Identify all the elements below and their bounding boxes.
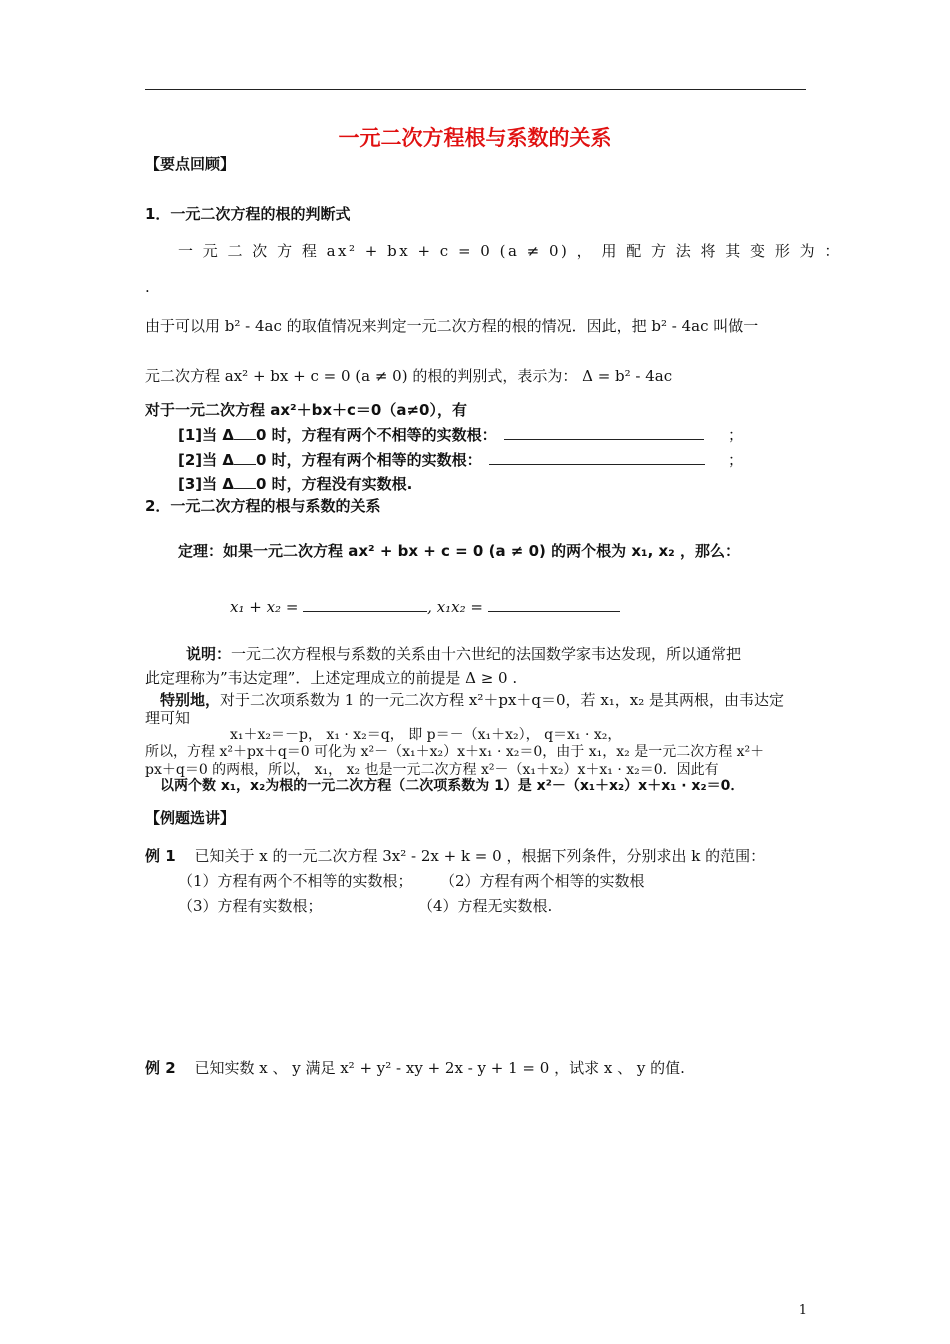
example2-label: 例 2 <box>145 1059 176 1077</box>
special-line4: 所以，方程 x²＋px＋q＝0 可化为 x²－（x₁＋x₂）x＋x₁ · x₂＝0，由于 x₁，x₂ 是一元二次方程 x²＋ <box>145 744 765 760</box>
item1-line-c: 由于可以用 b² - 4ac 的取值情况来判定一元二次方程的根的情况．因此，把 b² - 4ac 叫做一 <box>145 317 759 335</box>
special-line6: 以两个数 x₁，x₂为根的一元二次方程（二次项系数为 1）是 x²－（x₁＋x₂）x＋x₁ · x₂＝0． <box>160 778 745 794</box>
example1-cond2: （2）方程有两个相等的实数根 <box>440 872 645 890</box>
item2-heading: 2．一元二次方程的根与系数的关系 <box>145 497 381 515</box>
item1-line-d: 元二次方程 ax² + bx + c = 0 (a ≠ 0) 的根的判别式，表示为： Δ = b² - 4ac <box>145 367 673 385</box>
case1-prefix: [1]当 Δ <box>178 426 234 444</box>
product-blank <box>488 597 620 612</box>
item1-line-a: 一 元 二 次 方 程 ax² + bx + c = 0 (a ≠ 0) ， 用 配 方 法 将 其 变 形 为 ： <box>178 242 842 260</box>
special-line1 <box>160 689 784 710</box>
case1-answer-blank <box>504 425 704 440</box>
example2-text: 已知实数 x 、 y 满足 x² + y² - xy + 2x - y + 1 = 0 ，试求 x 、 y 的值. <box>194 1059 685 1077</box>
special-text-1: 对于二次项系数为 1 的一元二次方程 x²＋px＋q＝0，若 x₁，x₂ 是其两根，由韦达定 <box>220 691 785 709</box>
special-line3: x₁＋x₂＝－p， x₁ · x₂＝q， 即 p＝－（x₁＋x₂）， q＝x₁ · x₂， <box>230 727 622 743</box>
case3-blank <box>234 474 256 489</box>
special-label: 特别地， <box>160 691 221 709</box>
case2-blank <box>234 450 256 465</box>
case2-prefix: [2]当 Δ <box>178 451 234 469</box>
case2-semicolon: ； <box>728 451 744 469</box>
case3-suffix: 0 时，方程没有实数根. <box>255 475 413 493</box>
example1-line <box>145 845 765 866</box>
example1-cond4: （4）方程无实数根. <box>418 897 553 915</box>
item1-heading: 1．一元二次方程的根的判断式 <box>145 205 351 223</box>
sum-label: x₁ + x₂ = <box>230 598 299 616</box>
header-rule <box>145 89 806 90</box>
case1-blank <box>234 425 256 440</box>
section-review-heading: 【要点回顾】 <box>145 155 236 173</box>
vieta-formulas <box>230 597 620 616</box>
case2-answer-blank <box>489 450 705 465</box>
note-text-1: 一元二次方程根与系数的关系由十六世纪的法国数学家韦达发现，所以通常把 <box>231 645 742 663</box>
case3 <box>178 473 412 494</box>
example1-label: 例 1 <box>145 847 176 865</box>
note-label: 说明： <box>186 645 232 663</box>
page-number: 1 <box>798 1303 807 1318</box>
case1-semicolon: ； <box>728 426 744 444</box>
item1-line-b: . <box>145 278 150 296</box>
page-title: 一元二次方程根与系数的关系 <box>338 126 612 150</box>
theorem: 定理：如果一元二次方程 ax² + bx + c = 0 (a ≠ 0) 的两个根为 x₁, x₂ ，那么： <box>178 542 740 560</box>
section-examples-heading: 【例题选讲】 <box>145 809 236 827</box>
special-line5: px＋q＝0 的两根，所以， x₁， x₂ 也是一元二次方程 x²－（x₁＋x₂）x＋x₁ · x₂＝0．因此有 <box>145 762 719 778</box>
product-label: , x₁x₂ = <box>427 598 483 616</box>
example1-cond3: （3）方程有实数根； <box>178 897 323 915</box>
example1-text: 已知关于 x 的一元二次方程 3x² - 2x + k = 0 ，根据下列条件，分别求出 k 的范围： <box>194 847 766 865</box>
item1-line-e: 对于一元二次方程 ax²＋bx＋c＝0（a≠0），有 <box>145 401 467 419</box>
example2-line <box>145 1057 685 1078</box>
case3-prefix: [3]当 Δ <box>178 475 234 493</box>
note-line1 <box>186 643 741 664</box>
case2 <box>178 449 705 470</box>
case1 <box>178 424 704 445</box>
case1-suffix: 0 时，方程有两个不相等的实数根： <box>255 426 497 444</box>
example1-cond1: （1）方程有两个不相等的实数根； <box>178 872 413 890</box>
special-line2: 理可知 <box>145 709 191 727</box>
case2-suffix: 0 时，方程有两个相等的实数根： <box>255 451 482 469</box>
note-line2: 此定理称为”韦达定理”．上述定理成立的前提是 Δ ≥ 0 . <box>145 669 518 687</box>
sum-blank <box>303 597 427 612</box>
